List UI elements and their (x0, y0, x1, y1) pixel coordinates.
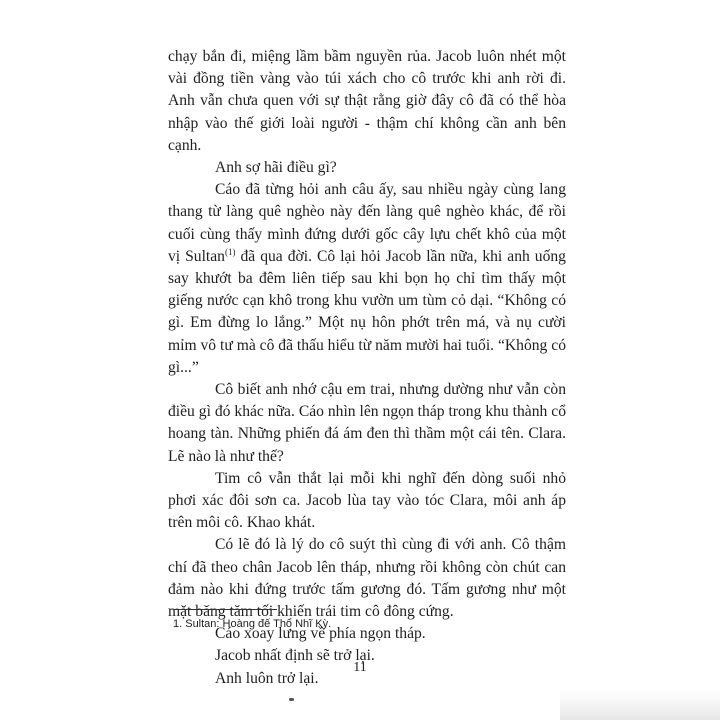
paragraph-5: Tim cô vẫn thắt lại mỗi khi nghĩ đến dòng suối nhỏ phơi xác đôi sơn ca. Jacob lùa tay vào tóc Clara, môi anh áp trên môi cô. Khao khát. (168, 469, 566, 532)
page-number: 11 (353, 660, 367, 675)
footnote-divider (173, 609, 277, 610)
paragraph-3 (168, 179, 566, 379)
body-text (168, 46, 566, 690)
ink-speck (289, 698, 294, 701)
paragraph-2: Anh sợ hãi điều gì? (215, 159, 337, 177)
paragraph-1: chạy bắn đi, miệng lầm bầm nguyền rủa. Jacob luôn nhét một vài đồng tiền vàng vào túi xách cho cô trước khi anh rời đi. Anh vẫn chưa quen với sự thật rằng giờ đây cô đã có thể hòa nhập vào thế giới loài người - thậm chí không cần anh bên cạnh. (168, 48, 566, 154)
footnote-text: 1. Sultan: Hoàng đế Thổ Nhĩ Kỳ. (173, 618, 332, 630)
paragraph-8: Jacob nhất định sẽ trở lại. (215, 647, 375, 665)
footnote-ref: (1) (224, 246, 236, 257)
paragraph-4: Cô biết anh nhớ cậu em trai, nhưng dường như vẫn còn điều gì đó khác nữa. Cáo nhìn lên ngọn tháp trong khu thành cổ hoang tàn. Những phiến đá ám đen thì thầm một cái tên. Clara. Lẽ nào là như thế? (168, 381, 566, 465)
paragraph-7: Cáo xoay lưng về phía ngọn tháp. (215, 625, 426, 643)
paragraph-6: Có lẽ đó là lý do cô suýt thì cùng đi với anh. Cô thậm chí đã theo chân Jacob lên tháp, nhưng rồi không còn chút can đảm nào khi đứng trước tấm gương đó. Tấm gương như một mặt băng tăm tối khiến trái tim cô đông cứng. (168, 536, 566, 621)
paragraph-3-after: đã qua đời. Cô lại hỏi Jacob lần nữa, khi anh uống say khướt ba đêm liên tiếp sau khi bọn họ chỉ tìm thấy một giếng nước cạn khô trong khu vườn um tùm cỏ dại. “Không có gì. Em đừng lo lắng.” Một nụ hôn phớt trên má, và nụ cười mỉm vô tư mà cô đã thấu hiểu từ năm mười hai tuổi. “Không có gì...” (168, 247, 566, 376)
paragraph-9: Anh luôn trở lại. (215, 669, 319, 687)
paragraph-3-before: Cáo đã từng hỏi anh câu ấy, sau nhiều ngày cùng lang thang từ làng quê nghèo này đến làng quê nghèo khác, để rồi cuối cùng thấy mình đứng dưới gốc cây lựu chết khô của một vị Sultan (168, 181, 566, 265)
page-edge-shadow (560, 690, 720, 720)
